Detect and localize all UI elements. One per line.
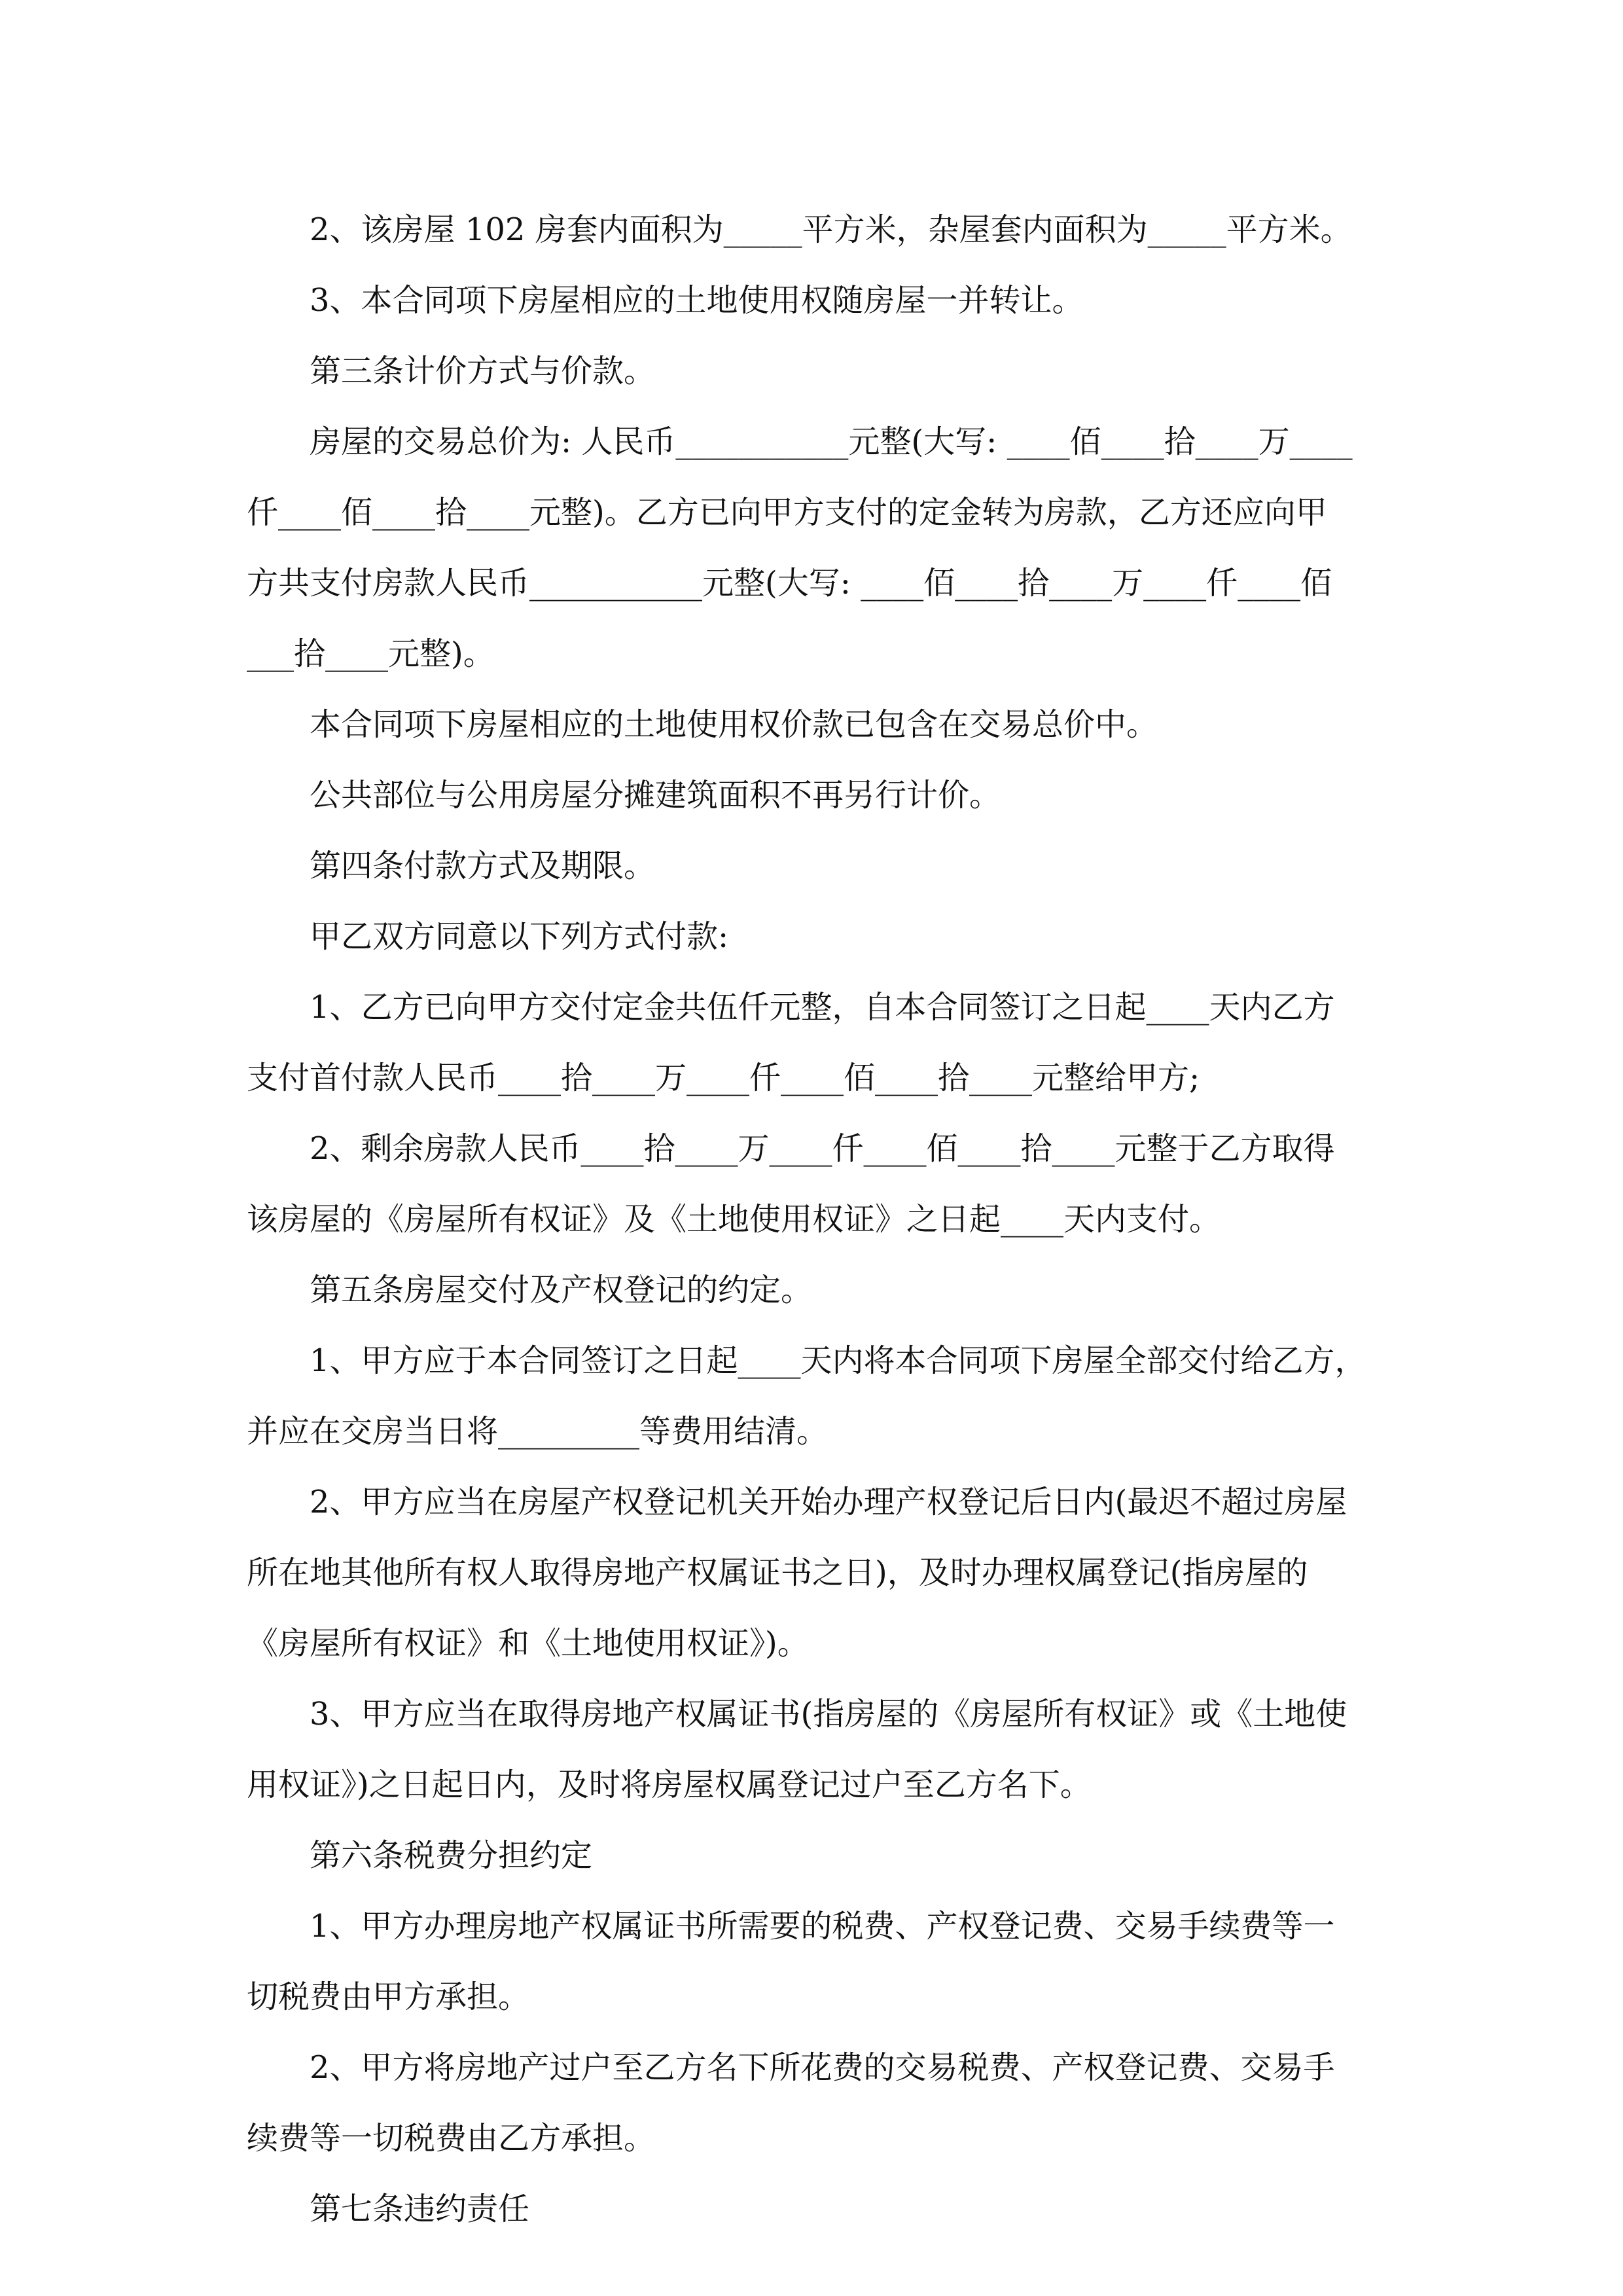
text-line: 2、甲方将房地产过户至乙方名下所花费的交易税费、产权登记费、交易手	[310, 2049, 1335, 2086]
text-line: 切税费由甲方承担。	[247, 1979, 530, 2015]
text-line: 甲乙双方同意以下列方式付款:	[310, 918, 729, 955]
text-line: 续费等一切税费由乙方承担。	[247, 2120, 656, 2157]
section-heading: 第四条付款方式及期限。	[310, 848, 656, 884]
text-line: 1、甲方办理房地产权属证书所需要的税费、产权登记费、交易手续费等一	[310, 1908, 1335, 1945]
text-line: 支付首付款人民币____拾____万____仟____佰____拾____元整给甲方;	[247, 1060, 1200, 1096]
text-line: 2、该房屋 102 房套内面积为_____平方米，杂屋套内面积为_____平方米。	[310, 211, 1352, 248]
text-line: 1、甲方应于本合同签订之日起____天内将本合同项下房屋全部交付给乙方，	[310, 1342, 1366, 1379]
contract-body	[247, 194, 1382, 2244]
text-line: 方共支付房款人民币___________元整(大写: ____佰____拾____万____仟____佰	[247, 565, 1332, 601]
text-line: 并应在交房当日将_________等费用结清。	[247, 1413, 829, 1450]
text-line: 公共部位与公用房屋分摊建筑面积不再另行计价。	[310, 777, 1001, 814]
text-line: ___拾____元整)。	[247, 636, 495, 672]
text-line: 3、甲方应当在取得房地产权属证书(指房屋的《房屋所有权证》或《土地使	[310, 1696, 1347, 1732]
text-line: 《房屋所有权证》和《土地使用权证》)。	[247, 1625, 809, 1662]
text-line: 本合同项下房屋相应的土地使用权价款已包含在交易总价中。	[310, 706, 1158, 743]
section-heading: 第五条房屋交付及产权登记的约定。	[310, 1272, 813, 1308]
text-line: 3、本合同项下房屋相应的土地使用权随房屋一并转让。	[310, 282, 1084, 319]
text-line: 用权证》)之日起日内，及时将房屋权属登记过户至乙方名下。	[247, 1767, 1092, 1803]
text-line: 该房屋的《房屋所有权证》及《土地使用权证》之日起____天内支付。	[247, 1201, 1221, 1238]
text-line: 2、甲方应当在房屋产权登记机关开始办理产权登记后日内(最迟不超过房屋	[310, 1484, 1347, 1520]
text-line: 仟____佰____拾____元整)。乙方已向甲方支付的定金转为房款，乙方还应向甲	[247, 494, 1327, 531]
section-heading: 第三条计价方式与价款。	[310, 353, 656, 389]
section-heading: 第六条税费分担约定	[310, 1837, 593, 1874]
text-line: 1、乙方已向甲方交付定金共伍仟元整，自本合同签订之日起____天内乙方	[310, 989, 1335, 1026]
section-heading: 第七条违约责任	[310, 2191, 530, 2227]
text-line: 2、剩余房款人民币____拾____万____仟____佰____拾____元整于乙方取得	[310, 1130, 1335, 1167]
text-line: 所在地其他所有权人取得房地产权属证书之日)，及时办理权属登记(指房屋的	[247, 1554, 1308, 1591]
text-line: 房屋的交易总价为: 人民币___________元整(大写: ____佰____拾____万____	[310, 423, 1353, 460]
